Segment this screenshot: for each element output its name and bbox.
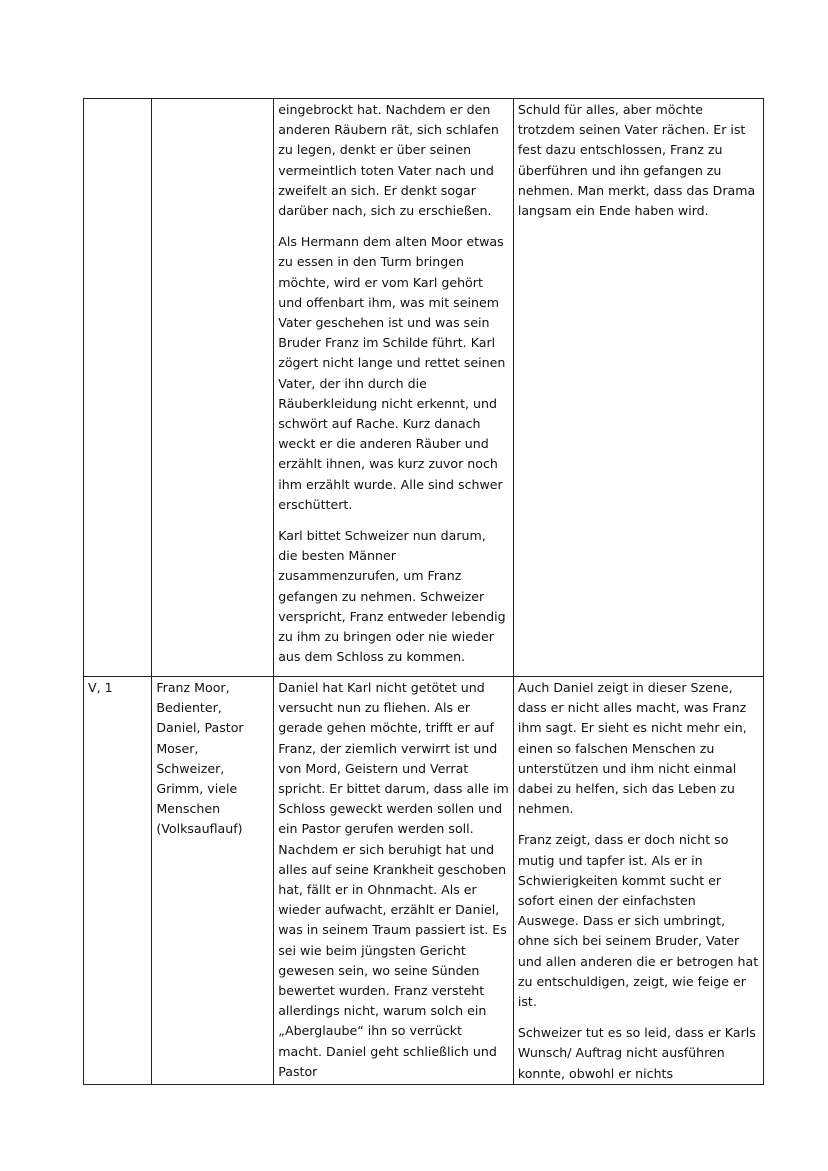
comment-paragraph: Schuld für alles, aber möchte trotzdem seinen Vater rächen. Er ist fest dazu entschlossen, Franz zu überführen und ihn gefangen zu nehmen. Man merkt, dass das Drama langsam ein Ende haben wird. bbox=[517, 102, 756, 219]
content-cell bbox=[274, 99, 514, 677]
table-row bbox=[84, 677, 764, 1085]
content-cell bbox=[274, 677, 514, 1085]
scene-cell bbox=[84, 677, 152, 1085]
comment-cell bbox=[513, 99, 763, 677]
characters-cell bbox=[152, 99, 274, 677]
content-paragraph: eingebrockt hat. Nachdem er den anderen Räubern rät, sich schlafen zu legen, denkt er über seinen vermeintlich toten Vater nach und zweifelt an sich. Er denkt sogar darüber nach, sich zu erschießen. bbox=[278, 102, 499, 219]
scene-analysis-table bbox=[83, 98, 764, 1085]
content-paragraph: Als Hermann dem alten Moor etwas zu essen in den Turm bringen möchte, wird er vom Karl gehört und offenbart ihm, was mit seinem Vater geschehen ist und was sein Bruder Franz im Schilde führt. Karl zögert nicht lange und rettet seinen Vater, der ihn durch die Räuberkleidung nicht erkennt, und schwört auf Rache. Kurz danach weckt er die anderen Räuber und erzählt ihnen, was kurz zuvor noch ihm erzählt wurde. Alle sind schwer erschüttert. bbox=[278, 234, 506, 512]
comment-paragraph: Franz zeigt, dass er doch nicht so mutig und tapfer ist. Als er in Schwierigkeiten kommt sucht er sofort einen der einfachsten Auswege. Dass er sich umbringt, ohne sich bei seinem Bruder, Vater und allen anderen die er betrogen hat zu entschuldigen, zeigt, wie feige er ist. bbox=[517, 832, 759, 1010]
scene-cell bbox=[84, 99, 152, 677]
scene-label: V, 1 bbox=[88, 680, 113, 695]
comment-paragraph: Schweizer tut es so leid, dass er Karls Wunsch/ Auftrag nicht ausführen konnte, obwohl er nichts bbox=[517, 1025, 756, 1081]
characters-cell bbox=[152, 677, 274, 1085]
content-paragraph: Daniel hat Karl nicht getötet und versucht nun zu fliehen. Als er gerade gehen möchte, trifft er auf Franz, der ziemlich verwirrt ist und von Mord, Geistern und Verrat spricht. Er bittet darum, dass alle im Schloss geweckt werden sollen und ein Pastor gerufen werden soll. Nachdem er sich beruhigt hat und alles auf seine Krankheit geschoben hat, fällt er in Ohnmacht. Als er wieder aufwacht, erzählt er Daniel, was in seinem Traum passiert ist. Es sei wie beim jüngsten Gericht gewesen sein, wo seine Sünden bewertet wurden. Franz versteht allerdings nicht, warum solch ein „Aberglaube“ ihn so verrückt macht. Daniel geht schließlich und Pastor bbox=[278, 680, 509, 1079]
comment-cell bbox=[513, 677, 763, 1085]
comment-paragraph: Auch Daniel zeigt in dieser Szene, dass er nicht alles macht, was Franz ihm sagt. Er sieht es nicht mehr ein, einen so falschen Menschen zu unterstützen und ihm nicht einmal dabei zu helfen, sich das Leben zu nehmen. bbox=[517, 680, 747, 817]
characters-text: Franz Moor, Bedienter, Daniel, Pastor Moser, Schweizer, Grimm, viele Menschen (Volksauflauf) bbox=[156, 680, 244, 837]
content-paragraph: Karl bittet Schweizer nun darum, die besten Männer zusammenzurufen, um Franz gefangen zu nehmen. Schweizer verspricht, Franz entweder lebendig zu ihm zu bringen oder nie wieder aus dem Schloss zu kommen. bbox=[278, 528, 506, 665]
table-row bbox=[84, 99, 764, 677]
